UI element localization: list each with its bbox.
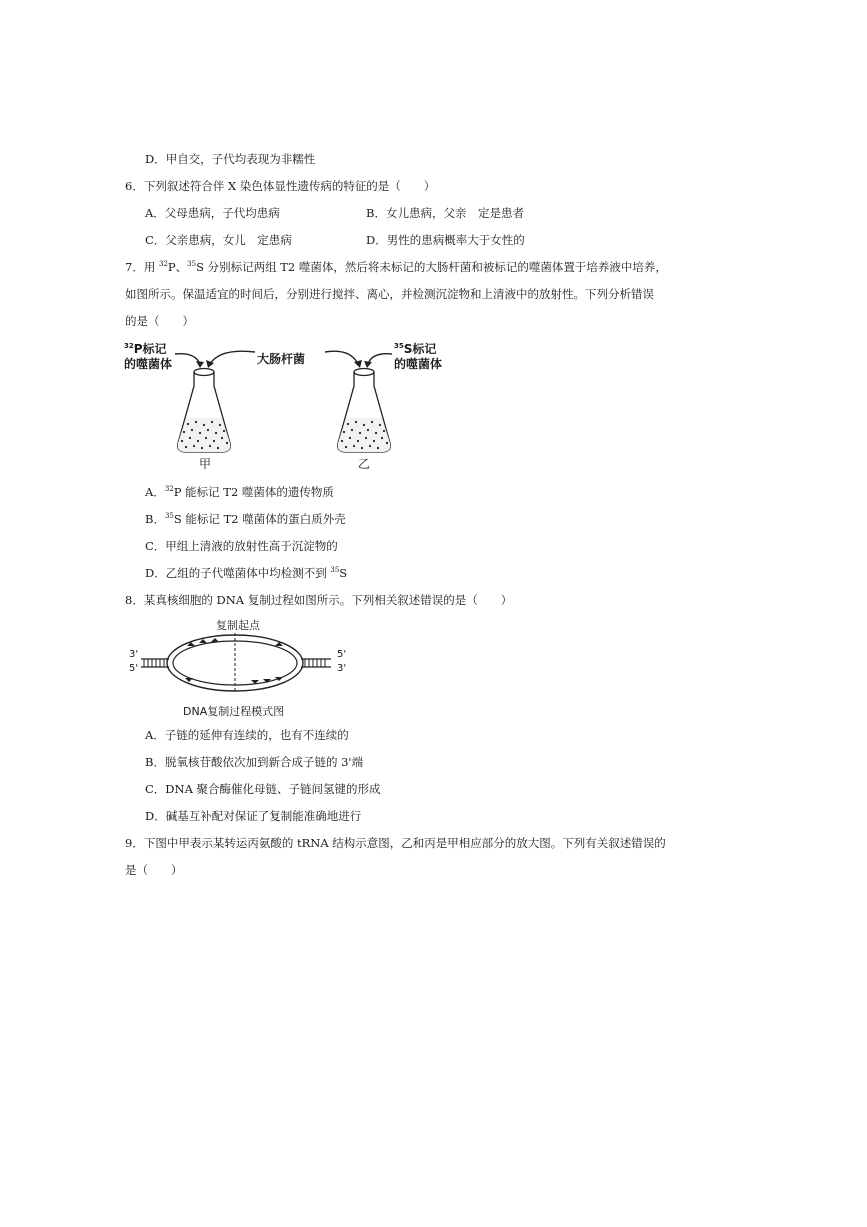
center-right-arrow (325, 351, 358, 364)
right-label-arrowhead (364, 361, 372, 368)
left-label-line1: P标记 (133, 342, 167, 356)
q7-option-c: C．甲组上清液的放射性高于沉淀物的 (145, 539, 338, 553)
q9-stem-line1: 9．下图中甲表示某转运丙氨酸的 tRNA 结构示意图，乙和丙是甲相应部分的放大图。下列有关叙述错误的 (125, 836, 666, 850)
q7-option-d (145, 565, 347, 581)
dna-figure-caption: DNA复制过程模式图 (183, 705, 285, 718)
flask-left-caption: 甲 (199, 457, 212, 471)
q7-option-d-pre: D．乙组的子代噬菌体中均检测不到 (145, 566, 331, 580)
center-label: 大肠杆菌 (257, 352, 306, 366)
left-flask-label (124, 342, 172, 372)
right-label-line1: S标记 (403, 342, 437, 356)
left-base-pairs (144, 659, 164, 667)
q6-option-a: A．父母患病，子代均患病 (145, 206, 280, 220)
q8-option-d: D．碱基互补配对保证了复制能准确地进行 (145, 809, 362, 823)
q7-stem-line2: 如图所示。保温适宜的时间后，分别进行搅拌、离心，并检测沉淀物和上清液中的放射性。下列分析错误 (125, 287, 654, 301)
center-right-arrowhead (354, 360, 362, 368)
q9-stem-line2: 是（ ） (125, 863, 183, 877)
q7-stem-line3: 的是（ ） (125, 314, 194, 328)
q8-option-b: B．脱氧核苷酸依次加到新合成子链的 3'端 (145, 755, 364, 769)
q6-stem: 6．下列叙述符合伴 X 染色体显性遗传病的特征的是（ ） (125, 179, 436, 193)
right-label-sup: 35 (394, 342, 404, 350)
right-bottom-end: 3' (337, 663, 347, 674)
q7-stem-mid: P、 (167, 260, 188, 274)
q7-stem-pre: 7．用 (125, 260, 159, 274)
q6-option-d: D．男性的患病概率大于女性的 (366, 233, 525, 247)
q7-option-b (145, 511, 346, 527)
q7-option-b-post: S 能标记 T2 噬菌体的蛋白质外壳 (173, 512, 346, 526)
left-label-line2: 的噬菌体 (124, 357, 173, 371)
q7-option-d-post: S (339, 566, 348, 580)
origin-label: 复制起点 (216, 619, 260, 632)
q7-option-a-pre: A． (145, 485, 165, 499)
right-base-pairs (305, 659, 325, 667)
q6-option-c: C．父亲患病，女儿 定患病 (145, 233, 292, 247)
dna-replication-figure (125, 615, 365, 723)
q7-option-a-sup: 32 (164, 485, 174, 493)
q7-stem-sup-a: 32 (158, 260, 168, 268)
right-flask-label (394, 342, 442, 372)
right-label-line2: 的噬菌体 (394, 357, 443, 371)
q7-option-a-post: P 能标记 T2 噬菌体的遗传物质 (173, 485, 334, 499)
q7-option-b-sup: 35 (164, 512, 174, 520)
q7-stem-post: S 分别标记两组 T2 噬菌体，然后将未标记的大肠杆菌和被标记的噬菌体置于培养液中培养， (196, 260, 667, 274)
q7-option-d-sup: 35 (330, 566, 340, 574)
phage-flask-figure (120, 338, 460, 478)
q7-stem-sup-b: 35 (187, 260, 197, 268)
q8-option-a: A．子链的延伸有连续的，也有不连续的 (145, 728, 349, 742)
left-top-end: 3' (129, 649, 139, 660)
q8-option-c: C．DNA 聚合酶催化母链、子链间氢键的形成 (145, 782, 381, 796)
right-flask-mouth (354, 369, 374, 376)
right-top-end: 5' (337, 649, 347, 660)
q5-option-d: D．甲自交，子代均表现为非糯性 (145, 152, 316, 166)
q8-stem: 8．某真核细胞的 DNA 复制过程如图所示。下列相关叙述错误的是（ ） (125, 593, 513, 607)
left-label-sup: 32 (124, 342, 134, 350)
q7-option-a (145, 484, 334, 500)
center-left-arrow (210, 351, 255, 364)
left-bottom-end: 5' (129, 663, 139, 674)
left-label-arrowhead (196, 361, 204, 368)
left-flask-mouth (194, 369, 214, 376)
q7-option-b-pre: B． (145, 512, 165, 526)
q6-option-b: B．女儿患病，父亲 定是患者 (366, 206, 524, 220)
flask-right-caption: 乙 (358, 457, 371, 471)
left-label-arrow (175, 354, 200, 364)
q7-stem-line1 (125, 259, 667, 275)
